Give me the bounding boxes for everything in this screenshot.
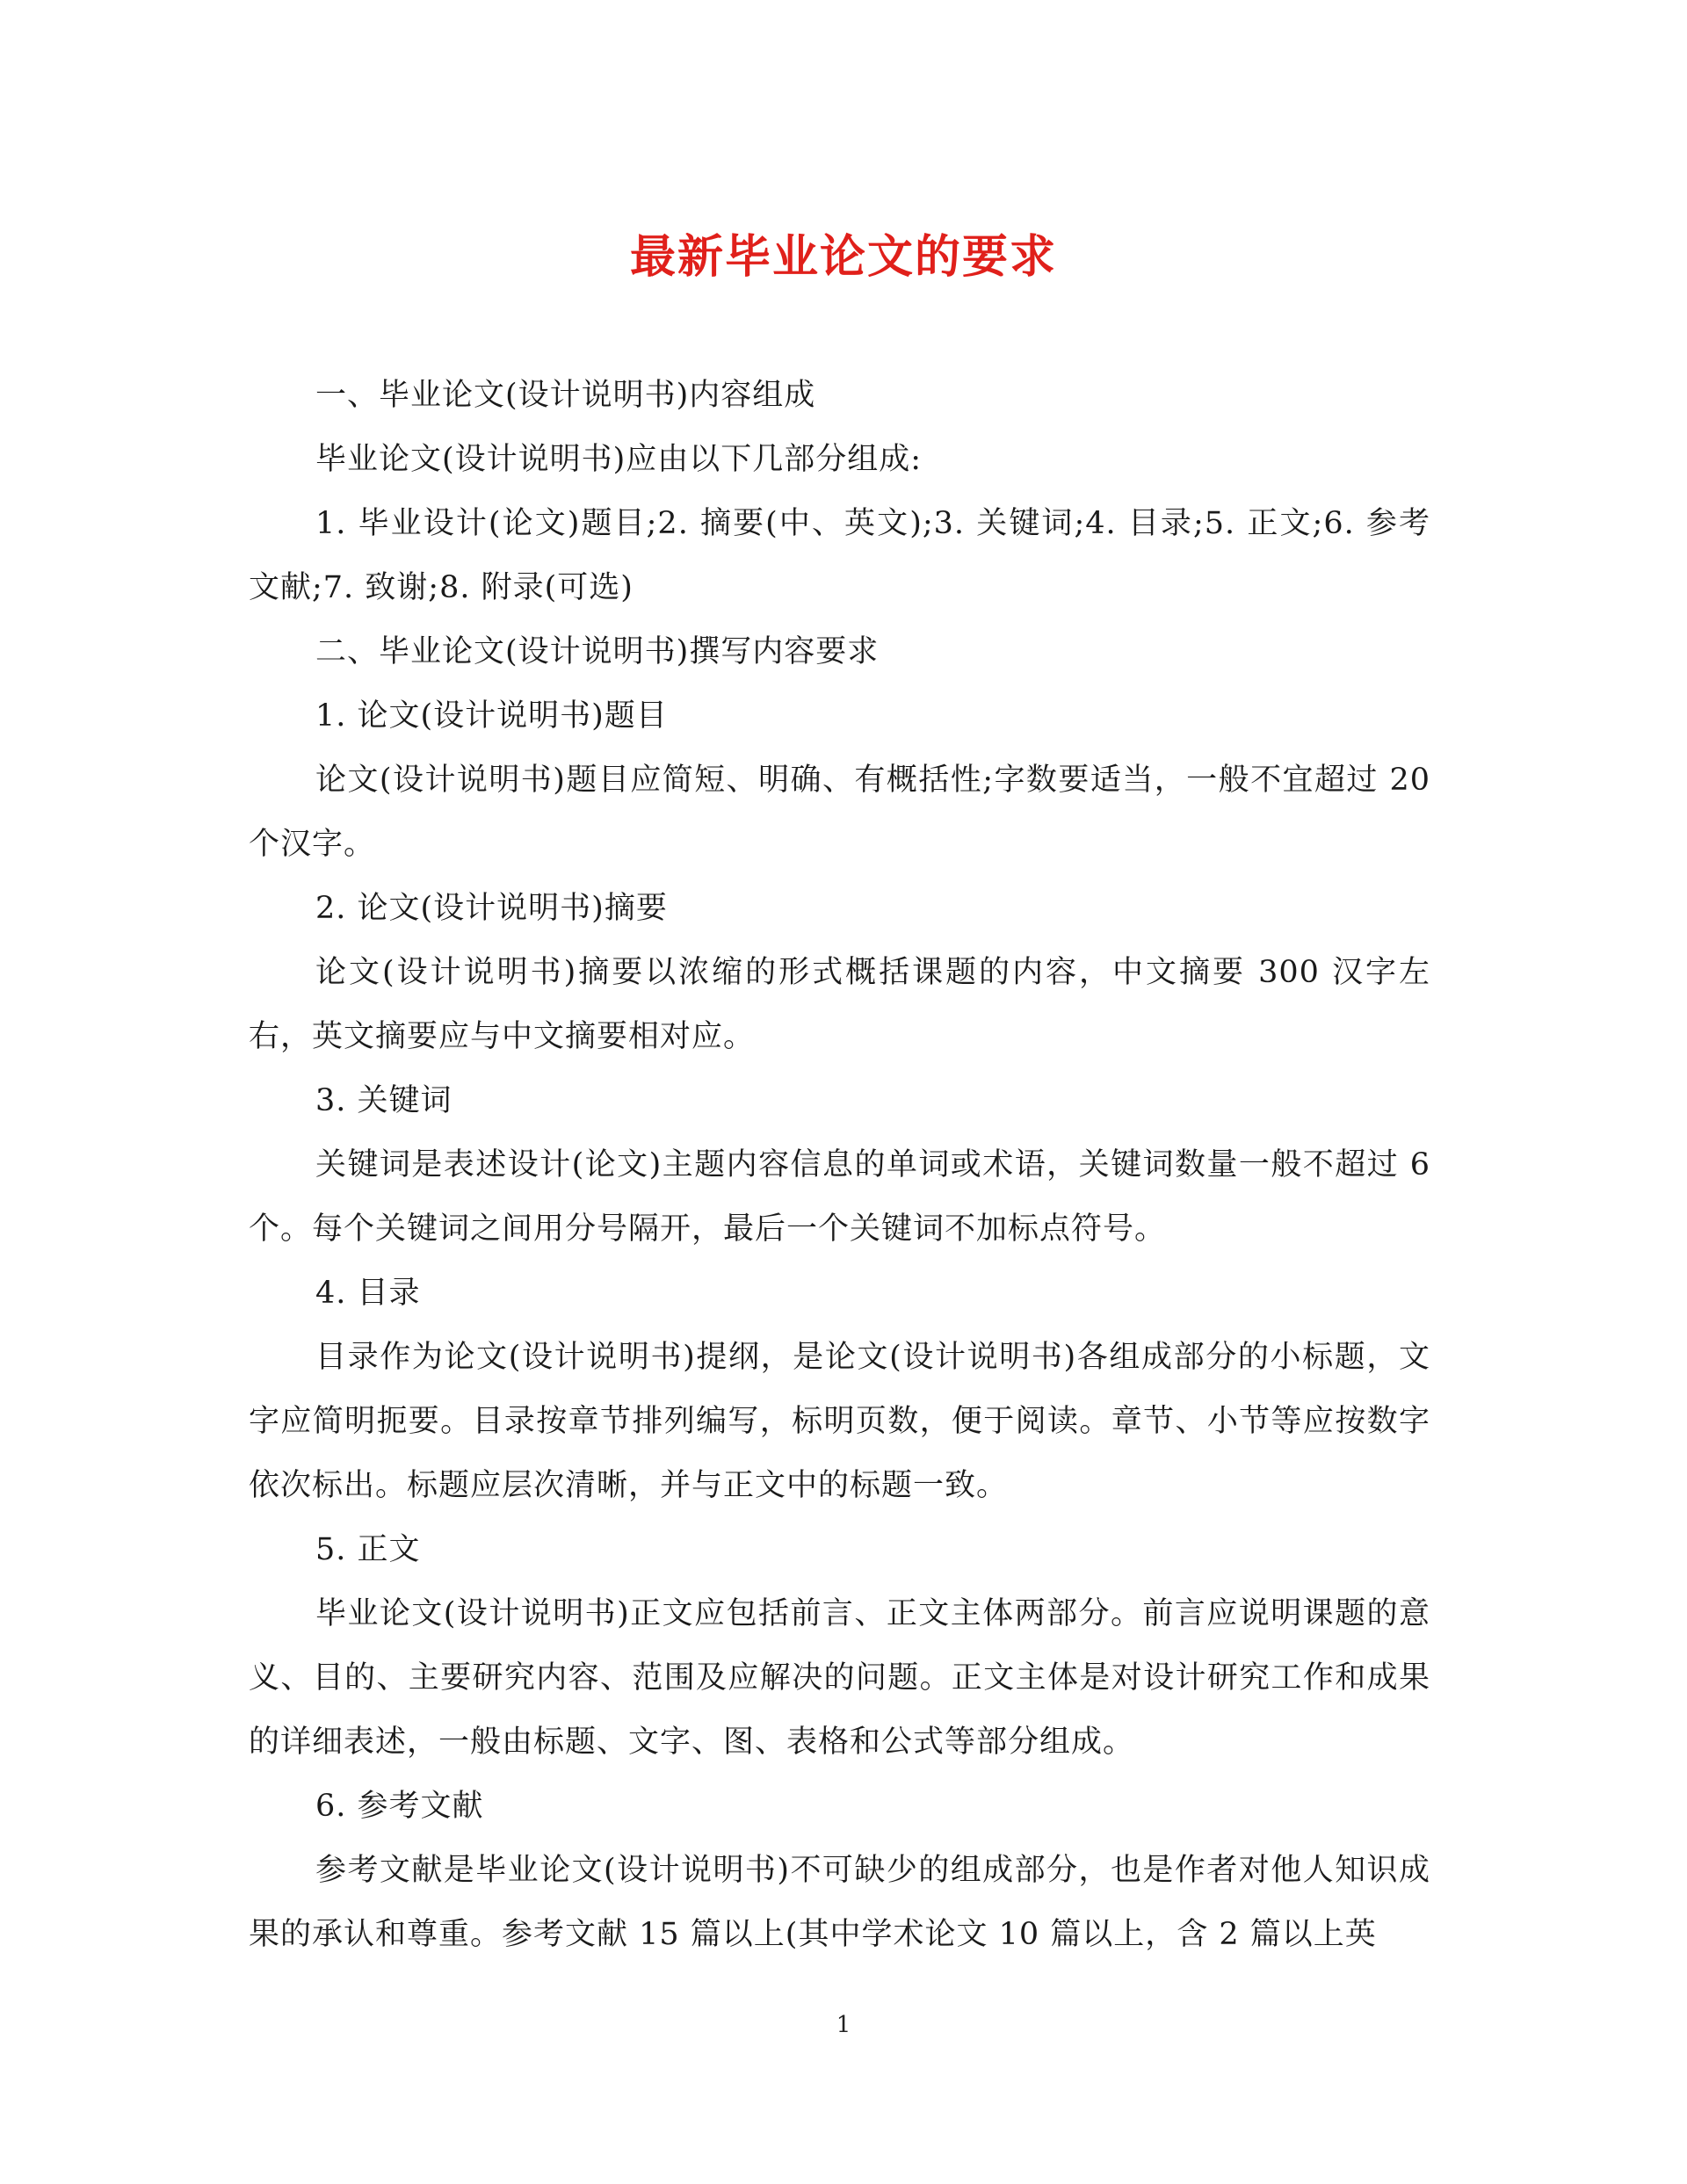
subsection-heading: 1. 论文(设计说明书)题目 bbox=[315, 698, 668, 734]
body-paragraph: 论文(设计说明书)题目应简短、明确、有概括性;字数要适当，一般不宜超过 20 个汉字。 bbox=[249, 763, 1430, 862]
body-paragraph: 毕业论文(设计说明书)应由以下几部分组成: bbox=[315, 442, 923, 477]
body-paragraph: 目录作为论文(设计说明书)提纲，是论文(设计说明书)各组成部分的小标题，文字应简明扼要。目录按章节排列编写，标明页数，便于阅读。章节、小节等应按数字依次标出。标题应层次清晰，并与正文中的标题一致。 bbox=[249, 1340, 1430, 1503]
subsection-heading: 2. 论文(设计说明书)摘要 bbox=[315, 891, 668, 926]
body-paragraph: 毕业论文(设计说明书)正文应包括前言、正文主体两部分。前言应说明课题的意义、目的、主要研究内容、范围及应解决的问题。正文主体是对设计研究工作和成果的详细表述，一般由标题、文字、图、表格和公式等部分组成。 bbox=[249, 1596, 1430, 1760]
body-paragraph: 论文(设计说明书)摘要以浓缩的形式概括课题的内容，中文摘要 300 汉字左右，英文摘要应与中文摘要相对应。 bbox=[249, 955, 1430, 1054]
subsection-heading: 4. 目录 bbox=[315, 1276, 421, 1311]
body-paragraph: 参考文献是毕业论文(设计说明书)不可缺少的组成部分，也是作者对他人知识成果的承认和尊重。参考文献 15 篇以上(其中学术论文 10 篇以上，含 2 篇以上英 bbox=[249, 1853, 1430, 1952]
subsection-heading: 5. 正文 bbox=[315, 1532, 421, 1567]
section-heading: 二、毕业论文(设计说明书)撰写内容要求 bbox=[315, 634, 880, 669]
page-number: 1 bbox=[836, 2012, 851, 2038]
body-paragraph: 关键词是表述设计(论文)主题内容信息的单词或术语，关键词数量一般不超过 6 个。每个关键词之间用分号隔开，最后一个关键词不加标点符号。 bbox=[249, 1147, 1430, 1247]
subsection-heading: 3. 关键词 bbox=[315, 1083, 453, 1118]
body-paragraph: 1. 毕业设计(论文)题目;2. 摘要(中、英文);3. 关键词;4. 目录;5. 正文;6. 参考文献;7. 致谢;8. 附录(可选) bbox=[249, 506, 1430, 605]
section-heading: 一、毕业论文(设计说明书)内容组成 bbox=[315, 378, 816, 413]
document-title: 最新毕业论文的要求 bbox=[629, 230, 1057, 284]
subsection-heading: 6. 参考文献 bbox=[315, 1789, 484, 1824]
document-body bbox=[249, 364, 1430, 1967]
